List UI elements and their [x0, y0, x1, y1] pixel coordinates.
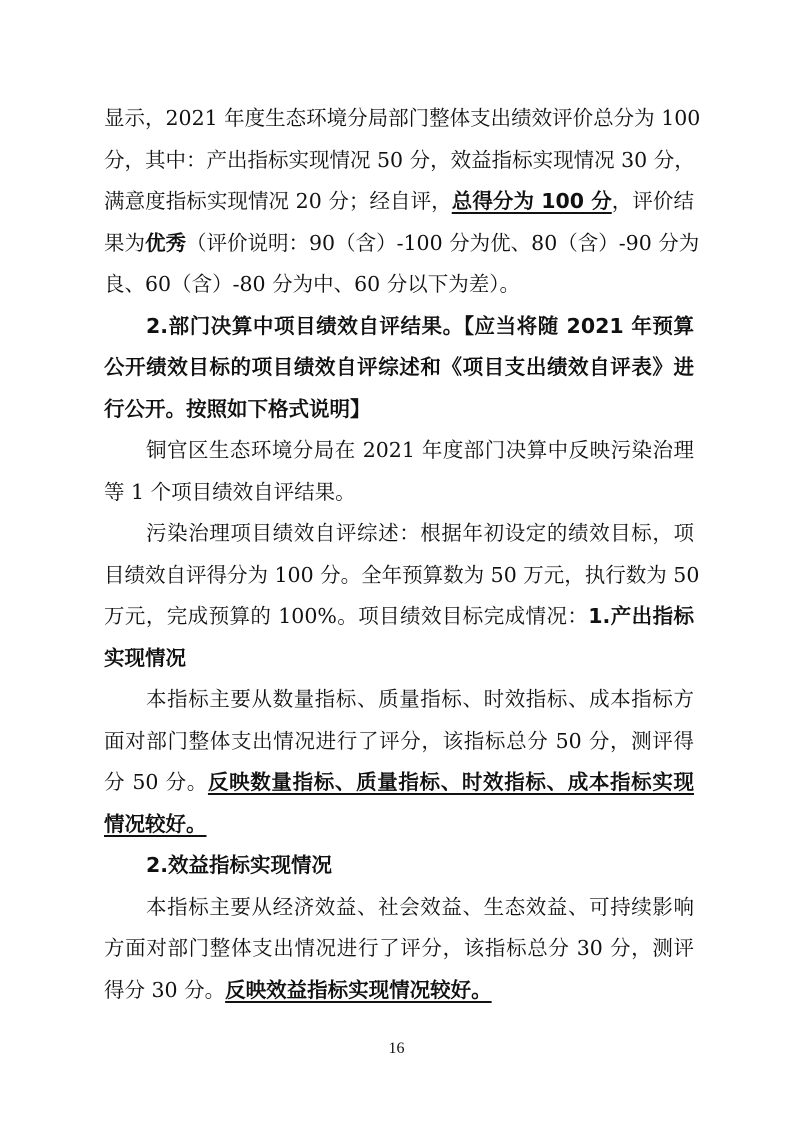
- emphasis-text: 反映数量指标、质量指标、时效指标、成本指标实现: [207, 770, 695, 794]
- text-line: [104, 148, 694, 172]
- text-span: 本指标主要从经济效益、社会效益、生态效益、可持续影响: [146, 895, 694, 919]
- text-line: [104, 231, 700, 255]
- emphasis-text: 总得分为 100 分: [451, 189, 612, 213]
- text-span: 满意度指标实现情况 20 分；经自评，: [104, 189, 452, 213]
- text-span: 果为: [104, 231, 145, 255]
- subheading-text: 2.效益指标实现情况: [146, 853, 333, 877]
- text-line: [104, 189, 694, 213]
- text-line: [104, 604, 694, 628]
- text-span: （评价说明：90（含）-100 分为优、80（含）-90 分为: [186, 231, 700, 255]
- text-line: [146, 438, 694, 462]
- text-span: 分 50 分。: [104, 770, 208, 794]
- section-heading-line: [146, 314, 694, 338]
- text-line: [104, 397, 694, 421]
- subheading-text: 实现情况: [104, 646, 186, 670]
- text-line: [104, 646, 694, 670]
- heading-note: 公开绩效目标的项目绩效自评综述和《项目支出绩效自评表》进: [104, 355, 694, 379]
- text-line: [104, 106, 701, 130]
- text-line: [104, 729, 694, 753]
- text-span: 万元，完成预算的 100%。项目绩效目标完成情况：: [104, 604, 589, 628]
- text-line: [104, 272, 694, 296]
- text-span: 本指标主要从数量指标、质量指标、时效指标、成本指标方: [146, 687, 694, 711]
- text-line: [104, 812, 694, 836]
- text-span: 良、60（含）-80 分为中、60 分以下为差）。: [104, 272, 520, 296]
- text-line: [104, 936, 694, 960]
- text-line: [104, 978, 694, 1002]
- text-span: 等 1 个项目绩效自评结果。: [104, 480, 356, 504]
- section-heading: 2.部门决算中项目绩效自评结果。: [146, 314, 464, 338]
- text-line: [146, 687, 694, 711]
- emphasis-text: 情况较好。: [104, 812, 207, 836]
- text-line: [146, 895, 694, 919]
- text-span: 分，其中：产出指标实现情况 50 分，效益指标实现情况 30 分，: [104, 148, 695, 172]
- text-span: 得分 30 分。: [104, 978, 226, 1002]
- text-span: 方面对部门整体支出情况进行了评分，该指标总分 30 分，测评: [104, 936, 694, 960]
- emphasis-text: 优秀: [145, 231, 186, 255]
- text-span: 污染治理项目绩效自评综述：根据年初设定的绩效目标，项: [146, 521, 694, 545]
- text-line: [104, 563, 700, 587]
- text-line: [104, 770, 694, 794]
- text-span: 显示，2021 年度生态环境分局部门整体支出绩效评价总分为 100: [104, 106, 701, 130]
- text-line: [104, 480, 694, 504]
- text-span: 铜官区生态环境分局在 2021 年度部门决算中反映污染治理: [146, 438, 694, 462]
- subheading-text: 1.产出指标: [588, 604, 694, 628]
- heading-note: 【应当将随 2021 年预算: [463, 314, 694, 338]
- text-span: 目绩效自评得分为 100 分。全年预算数为 50 万元，执行数为 50: [104, 563, 700, 587]
- subheading-line: [146, 853, 694, 877]
- page-number: 16: [388, 1040, 405, 1057]
- text-line: [146, 521, 694, 545]
- text-span: ，评价结: [611, 189, 694, 213]
- heading-note: 行公开。按照如下格式说明】: [104, 397, 371, 421]
- emphasis-text: 反映效益指标实现情况较好。: [225, 978, 492, 1002]
- text-span: 面对部门整体支出情况进行了评分，该指标总分 50 分，测评得: [104, 729, 694, 753]
- text-line: [104, 355, 694, 379]
